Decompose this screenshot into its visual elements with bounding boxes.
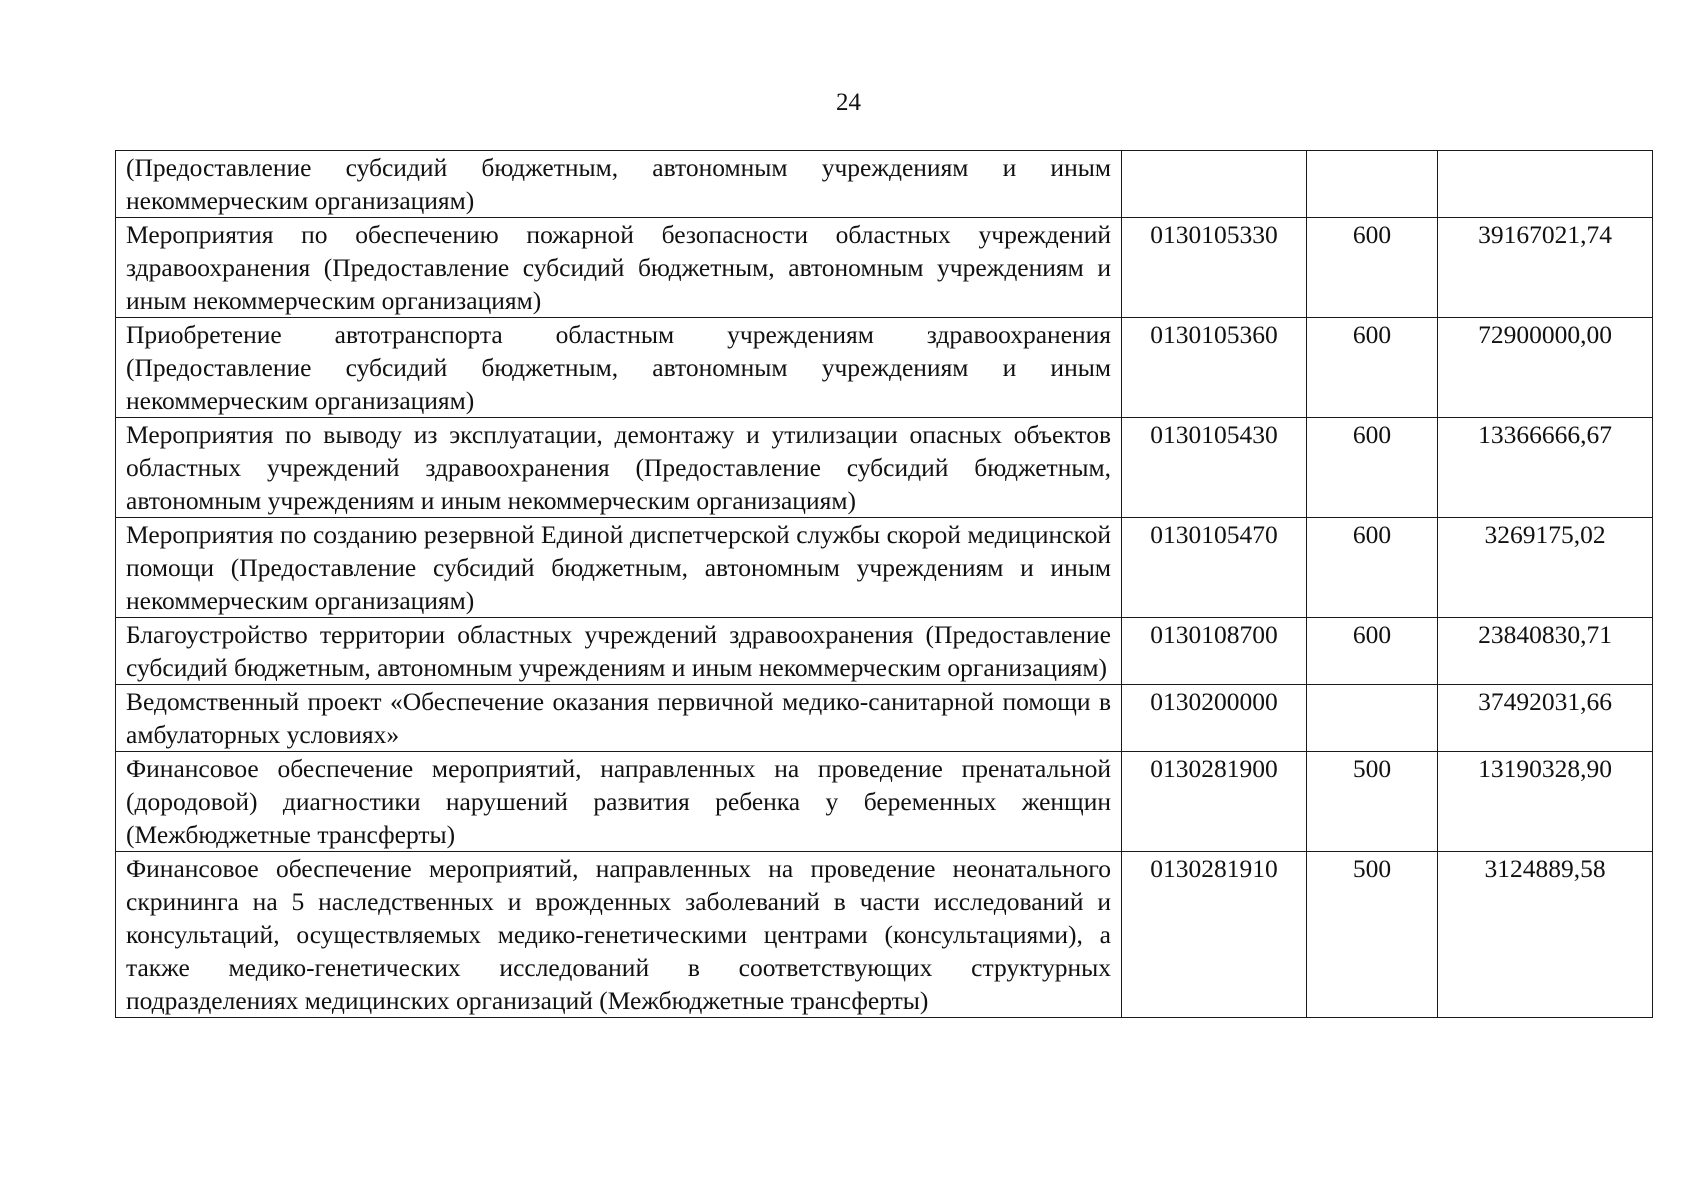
row-description: Мероприятия по обеспечению пожарной безопасности областных учреждений здравоохранения (Предоставление субсидий бюджетным, автономным учреждениям и иным некоммерческим организациям): [116, 218, 1122, 318]
table-row: [116, 218, 1653, 318]
table-row: [116, 618, 1653, 685]
target-article-code: 0130105360: [1122, 318, 1307, 418]
table-row: [116, 151, 1653, 218]
row-description: Финансовое обеспечение мероприятий, направленных на проведение пренатальной (дородовой) диагностики нарушений развития ребенка у беременных женщин (Межбюджетные трансферты): [116, 752, 1122, 852]
amount: 3124889,58: [1438, 852, 1653, 1018]
amount: 37492031,66: [1438, 685, 1653, 752]
table-row: [116, 752, 1653, 852]
amount: [1438, 151, 1653, 218]
row-description: Благоустройство территории областных учреждений здравоохранения (Предоставление субсидий бюджетным, автономным учреждениям и иным некоммерческим организациям): [116, 618, 1122, 685]
row-description: Мероприятия по выводу из эксплуатации, демонтажу и утилизации опасных объектов областных учреждений здравоохранения (Предоставление субсидий бюджетным, автономным учреждениям и иным некоммерческим организациям): [116, 418, 1122, 518]
target-article-code: [1122, 151, 1307, 218]
target-article-code: 0130105470: [1122, 518, 1307, 618]
expense-type-code: 600: [1307, 218, 1438, 318]
expense-type-code: [1307, 685, 1438, 752]
amount: 23840830,71: [1438, 618, 1653, 685]
budget-table: [115, 150, 1653, 1018]
table-row: [116, 418, 1653, 518]
row-description: Приобретение автотранспорта областным учреждениям здравоохранения (Предоставление субсидий бюджетным, автономным учреждениям и иным некоммерческим организациям): [116, 318, 1122, 418]
expense-type-code: 600: [1307, 618, 1438, 685]
amount: 13190328,90: [1438, 752, 1653, 852]
page-number: 24: [836, 89, 861, 116]
budget-table-body: [116, 151, 1653, 1018]
amount: 3269175,02: [1438, 518, 1653, 618]
row-description: Ведомственный проект «Обеспечение оказания первичной медико-санитарной помощи в амбулаторных условиях»: [116, 685, 1122, 752]
table-row: [116, 318, 1653, 418]
target-article-code: 0130105330: [1122, 218, 1307, 318]
target-article-code: 0130108700: [1122, 618, 1307, 685]
table-row: [116, 852, 1653, 1018]
amount: 39167021,74: [1438, 218, 1653, 318]
row-description: Финансовое обеспечение мероприятий, направленных на проведение неонатального скрининга на 5 наследственных и врожденных заболеваний в части исследований и консультаций, осуществляемых медико-генетическими центрами (консультациями), а также медико-генетических исследований в соответствующих структурных подразделениях медицинских организаций (Межбюджетные трансферты): [116, 852, 1122, 1018]
expense-type-code: [1307, 151, 1438, 218]
expense-type-code: 600: [1307, 318, 1438, 418]
target-article-code: 0130200000: [1122, 685, 1307, 752]
amount: 13366666,67: [1438, 418, 1653, 518]
target-article-code: 0130281900: [1122, 752, 1307, 852]
amount: 72900000,00: [1438, 318, 1653, 418]
table-row: [116, 685, 1653, 752]
target-article-code: 0130281910: [1122, 852, 1307, 1018]
table-row: [116, 518, 1653, 618]
expense-type-code: 600: [1307, 518, 1438, 618]
target-article-code: 0130105430: [1122, 418, 1307, 518]
expense-type-code: 500: [1307, 752, 1438, 852]
expense-type-code: 500: [1307, 852, 1438, 1018]
row-description: (Предоставление субсидий бюджетным, автономным учреждениям и иным некоммерческим организациям): [116, 151, 1122, 218]
row-description: Мероприятия по созданию резервной Единой диспетчерской службы скорой медицинской помощи (Предоставление субсидий бюджетным, автономным учреждениям и иным некоммерческим организациям): [116, 518, 1122, 618]
expense-type-code: 600: [1307, 418, 1438, 518]
